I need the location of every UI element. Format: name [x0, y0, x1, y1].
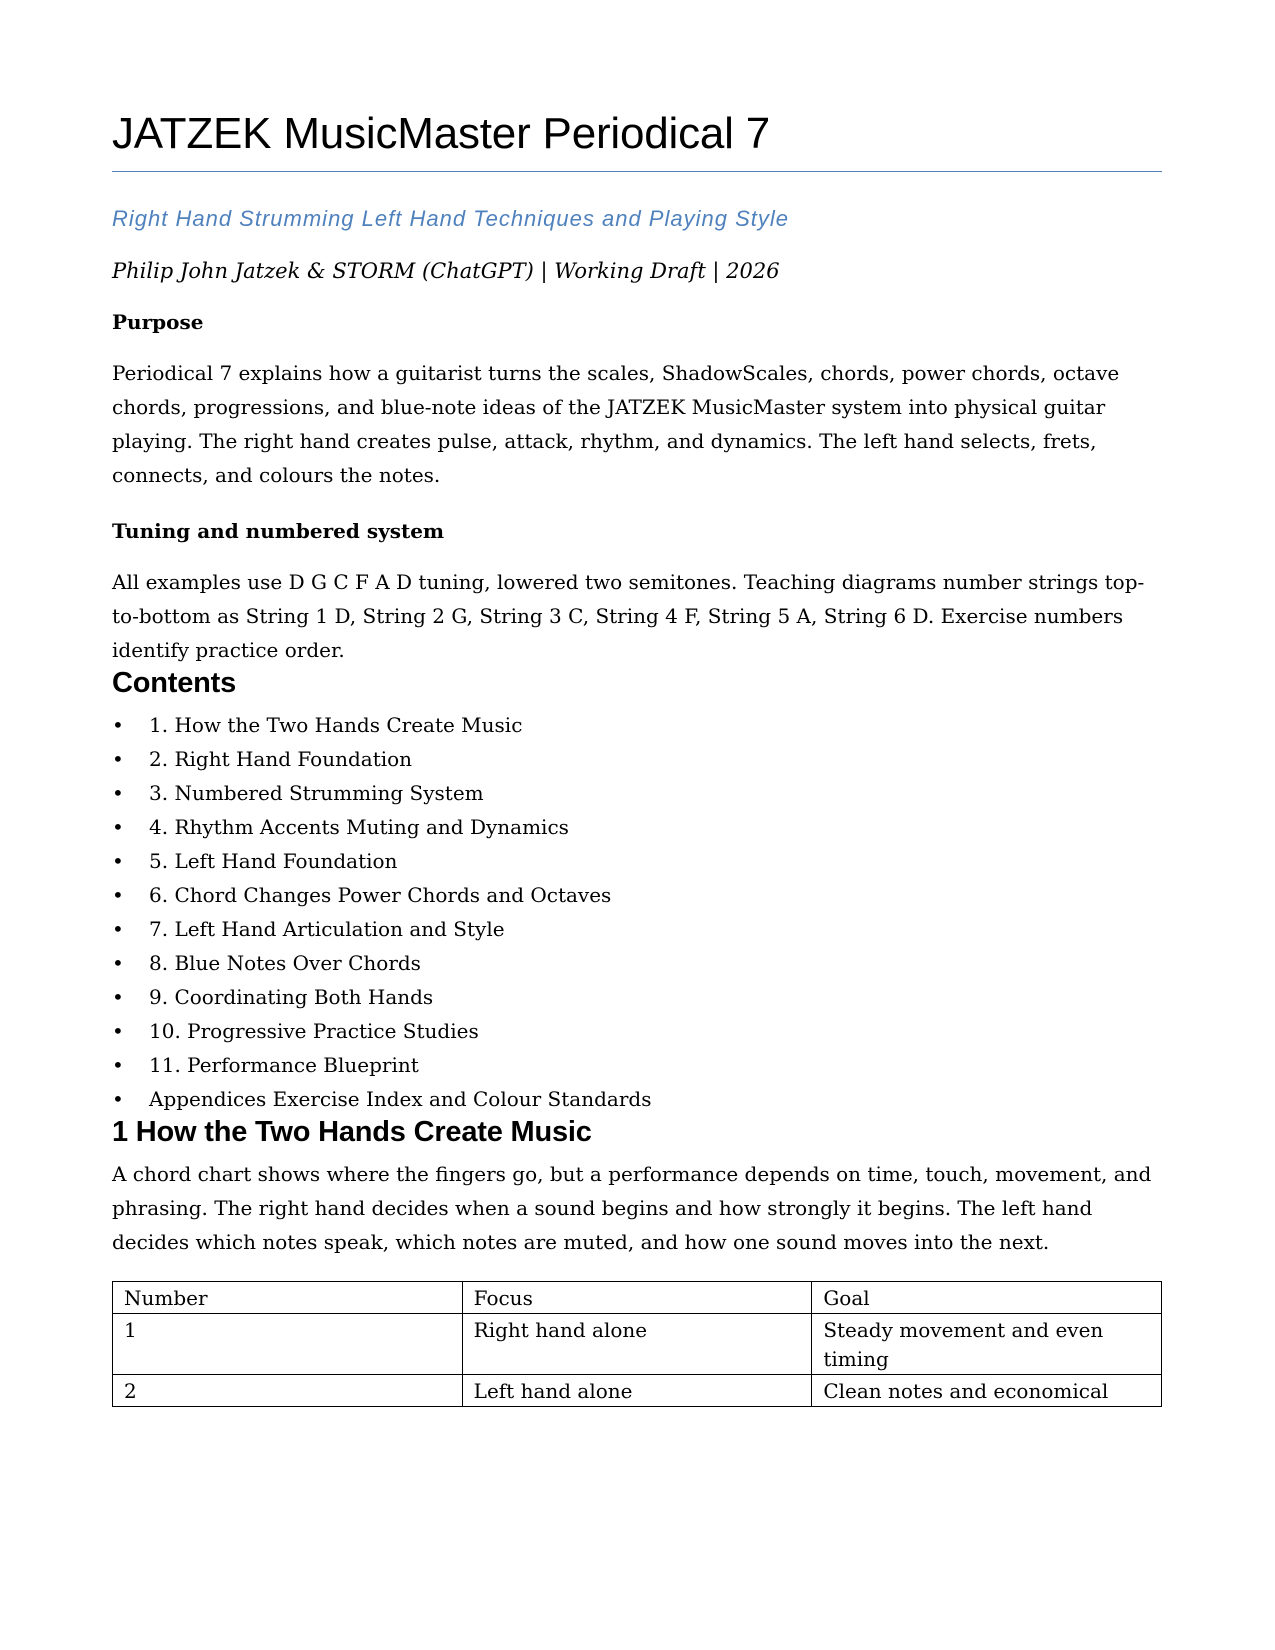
tuning-text: All examples use D G C F A D tuning, lowered two semitones. Teaching diagrams number strings top-to-bottom as String 1 D, String 2 G, String 3 C, String 4 F, String 5 A, String 6 D. Exercise numbers identify practice order.: [112, 569, 1145, 662]
bullet-icon: •: [112, 746, 124, 771]
table-row: [113, 1374, 1162, 1406]
contents-item-label: 5. Left Hand Foundation: [149, 848, 398, 873]
contents-item-label: 6. Chord Changes Power Chords and Octaves: [149, 882, 612, 907]
exercise-table: [112, 1281, 1162, 1407]
table-cell: Right hand alone: [462, 1313, 812, 1374]
contents-item[interactable]: [112, 980, 1162, 1014]
tuning-label: Tuning and numbered system: [112, 518, 445, 543]
contents-item[interactable]: [112, 844, 1162, 878]
table-header-cell: Goal: [812, 1281, 1162, 1313]
contents-item[interactable]: [112, 742, 1162, 776]
contents-item-label: 2. Right Hand Foundation: [149, 746, 413, 771]
bullet-icon: •: [112, 916, 124, 941]
contents-item-label: 4. Rhythm Accents Muting and Dynamics: [149, 814, 569, 839]
document-title: JATZEK MusicMaster Periodical 7: [112, 108, 1162, 172]
contents-item-label: 1. How the Two Hands Create Music: [149, 712, 523, 737]
table-cell: 1: [113, 1313, 463, 1374]
table-header-row: [113, 1281, 1162, 1313]
table-row: [113, 1313, 1162, 1374]
bullet-icon: •: [112, 950, 124, 975]
contents-list: [112, 708, 1162, 1116]
table-cell: Left hand alone: [462, 1374, 812, 1406]
table-cell: 2: [113, 1374, 463, 1406]
bullet-icon: •: [112, 1086, 124, 1111]
contents-heading: Contents: [112, 666, 237, 699]
contents-item[interactable]: [112, 1014, 1162, 1048]
bullet-icon: •: [112, 712, 124, 737]
contents-item[interactable]: [112, 912, 1162, 946]
contents-item-label: 10. Progressive Practice Studies: [149, 1018, 479, 1043]
contents-item[interactable]: [112, 708, 1162, 742]
bullet-icon: •: [112, 780, 124, 805]
contents-item[interactable]: [112, 776, 1162, 810]
bullet-icon: •: [112, 882, 124, 907]
purpose-text: Periodical 7 explains how a guitarist turns the scales, ShadowScales, chords, power chords, octave chords, progressions, and blue-note ideas of the JATZEK MusicMaster system into physical guitar playing. The right hand creates pulse, attack, rhythm, and dynamics. The left hand selects, frets, connects, and colours the notes.: [112, 360, 1120, 487]
section-1-heading: 1 How the Two Hands Create Music: [112, 1115, 592, 1148]
bullet-icon: •: [112, 1052, 124, 1077]
document-byline: Philip John Jatzek & STORM (ChatGPT) | Working Draft | 2026: [112, 258, 780, 283]
contents-item[interactable]: [112, 1048, 1162, 1082]
document-page: [112, 108, 1162, 1407]
bullet-icon: •: [112, 848, 124, 873]
contents-item-label: 7. Left Hand Articulation and Style: [149, 916, 505, 941]
purpose-label: Purpose: [112, 309, 204, 334]
contents-item-label: Appendices Exercise Index and Colour Standards: [149, 1086, 652, 1111]
contents-item[interactable]: [112, 810, 1162, 844]
table-cell: Clean notes and economical: [812, 1374, 1162, 1406]
document-subtitle: Right Hand Strumming Left Hand Techniques and Playing Style: [112, 205, 789, 231]
table-header-cell: Number: [113, 1281, 463, 1313]
section-1-text: A chord chart shows where the fingers go, but a performance depends on time, touch, movement, and phrasing. The right hand decides when a sound begins and how strongly it begins. The left hand decides which notes speak, which notes are muted, and how one sound moves into the next.: [112, 1161, 1152, 1254]
contents-item-label: 11. Performance Blueprint: [149, 1052, 419, 1077]
contents-item-label: 8. Blue Notes Over Chords: [149, 950, 421, 975]
contents-item[interactable]: [112, 946, 1162, 980]
bullet-icon: •: [112, 814, 124, 839]
bullet-icon: •: [112, 984, 124, 1009]
bullet-icon: •: [112, 1018, 124, 1043]
table-header-cell: Focus: [462, 1281, 812, 1313]
table-cell: Steady movement and even timing: [812, 1313, 1162, 1374]
contents-item-label: 9. Coordinating Both Hands: [149, 984, 434, 1009]
contents-item[interactable]: [112, 1082, 1162, 1116]
contents-item-label: 3. Numbered Strumming System: [149, 780, 484, 805]
contents-item[interactable]: [112, 878, 1162, 912]
